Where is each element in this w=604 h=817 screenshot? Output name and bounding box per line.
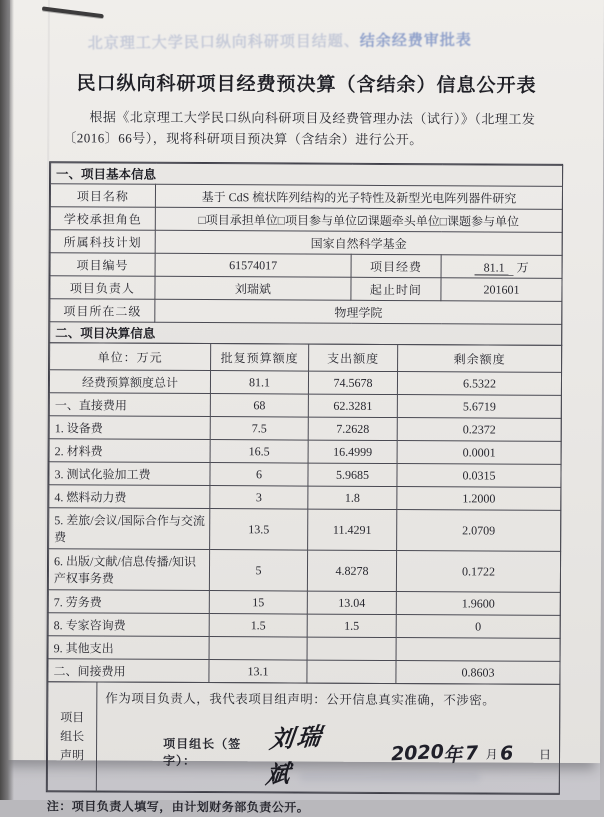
table-row-equipment [49,416,561,442]
basic-info-table [49,162,563,346]
declaration-row [47,682,560,794]
bleed-through-strong: 结余经费审批表 [359,32,472,50]
table-row-materials [49,439,561,465]
section-title-basic-info: 一、项目基本信息 [51,163,563,187]
remaining-cell [396,638,560,662]
day-suffix-label: 日 [538,747,552,762]
table-row-other [48,636,560,662]
school-role-label: 学校承担角色 [50,207,155,231]
project-no-label: 项目编号 [50,253,155,277]
budget-cell: 15 [209,591,307,615]
form-table [46,161,563,795]
handwritten-day: 6 [499,742,514,765]
spent-cell: 1.8 [308,486,397,509]
settlement-table [47,342,562,685]
table-row-publication [48,549,560,593]
funding-amount: 81.1 [475,260,514,275]
declaration-label: 项目 组长 声明 [47,682,97,791]
row-school-role [50,207,562,233]
department-label: 项目所在二级 [50,299,155,323]
signature-label: 项目组长（签字）： [162,736,242,768]
table-row-labor [48,590,560,616]
remaining-cell: 6.5322 [397,372,561,396]
department-value: 物理学院 [155,299,562,324]
spent-cell: 5.9685 [308,463,397,486]
month-suffix-label: 月 [485,747,498,762]
leader-value: 刘瑞斌 [155,276,351,300]
footnote: 注：项目负责人填写，由计划财务部负责公开。 [46,799,310,815]
budget-cell: 13.1 [209,660,307,684]
spent-cell: 13.04 [307,591,396,614]
spent-cell: 1.5 [307,614,396,637]
bleed-through-text [88,28,588,53]
settlement-header-row [50,343,562,373]
pen-stroke-mark [42,6,104,18]
bleed-through-light: 北京理工大学民口纵向科研项目结题、 [87,33,360,52]
leader-label: 项目负责人 [50,276,155,300]
project-name-label: 项目名称 [50,184,155,208]
item-cell: 9. 其他支出 [48,636,209,660]
table-row-direct-costs [49,393,561,419]
school-role-checkboxes: □项目承担单位□项目参与单位☑课题牵头单位□课题参与单位 [155,207,562,232]
handwritten-month: 7 [464,742,479,765]
declaration-table [47,681,561,794]
column-header-remaining: 剩余额度 [398,345,562,373]
section-title-settlement: 二、项目决算信息 [50,322,562,346]
row-project-no [50,253,562,279]
program-label: 所属科技计划 [50,230,155,254]
funding-value [441,255,562,279]
item-cell: 1. 设备费 [49,416,210,440]
page-left-shadow [0,0,14,800]
item-cell: 一、直接费用 [49,393,210,417]
period-label: 起止时间 [351,277,441,300]
remaining-cell: 0 [396,615,560,639]
form-title: 民口纵向科研项目经费预决算（含结余）信息公开表 [76,73,537,97]
program-value: 国家自然科学基金 [155,230,562,255]
intro-paragraph: 根据《北京理工大学民口纵向科研项目及经费管理办法（试行）》（北理工发〔2016〕66号），现将科研项目预决算（含结余）进行公开。 [63,109,536,148]
budget-cell: 16.5 [210,440,308,464]
item-cell: 6. 出版/文献/信息传播/知识产权事务费 [48,549,209,591]
declaration-statement: 作为项目负责人，我代表项目组声明：公开信息真实准确，不涉密。 [105,691,496,708]
budget-cell: 6 [210,463,308,487]
row-department [50,299,562,325]
budget-cell: 1.5 [209,614,307,638]
budget-cell: 3 [210,486,308,510]
item-cell: 2. 材料费 [49,439,210,463]
item-cell: 二、间接费用 [48,659,209,683]
remaining-cell: 0.1722 [396,551,560,593]
spent-cell [307,637,396,660]
budget-cell: 81.1 [210,371,308,395]
table-row-consulting [48,613,560,639]
remaining-cell: 0.0001 [397,441,561,465]
table-row-total [49,370,561,396]
section-header-basic-info [51,163,563,187]
remaining-cell: 2.0709 [397,510,561,552]
remaining-cell: 1.9600 [396,592,560,616]
item-cell: 8. 专家咨询费 [48,613,209,637]
project-name-value: 基于 CdS 梳状阵列结构的光子特性及新型光电阵列器件研究 [155,184,562,209]
item-cell: 7. 劳务费 [48,590,209,614]
item-cell: 3. 测试化验加工费 [49,462,210,486]
spent-cell: 62.3281 [308,394,397,417]
column-header-budget: 批复预算额度 [211,344,309,372]
remaining-cell: 5.6719 [397,395,561,419]
table-row-indirect-costs [48,659,560,685]
spent-cell: 4.8278 [307,550,396,591]
spent-cell: 74.5678 [308,371,397,394]
handwritten-signature: 刘瑞斌 [264,722,325,790]
row-leader [50,276,562,302]
funding-unit: 万 [516,260,529,275]
item-cell: 经费预算额度总计 [49,370,210,394]
signature-row [105,717,551,789]
declaration-content [96,682,560,793]
remaining-cell: 1.2000 [397,487,561,511]
budget-cell: 5 [209,550,307,592]
remaining-cell: 0.2372 [397,418,561,442]
paper-sheet [6,0,604,815]
budget-cell [209,637,307,661]
handwritten-year-suffix: 年 [443,743,464,767]
row-program [50,230,562,256]
item-cell: 4. 燃料动力费 [49,485,210,509]
table-row-testing [49,462,561,488]
spent-cell: 7.2628 [308,417,397,440]
handwritten-year: 2020 [390,740,445,766]
remaining-cell: 0.0315 [397,464,561,488]
unit-header: 单位：万元 [50,343,211,371]
budget-cell: 68 [210,394,308,418]
spent-cell [307,660,396,683]
table-row-travel [49,508,561,552]
row-project-name [50,184,562,210]
item-cell: 5. 差旅/会议/国际合作与交流费 [49,508,210,550]
spent-cell: 16.4999 [308,440,397,463]
table-row-fuel-power [49,485,561,511]
budget-cell: 7.5 [210,417,308,441]
remaining-cell: 0.8603 [396,661,560,685]
column-header-spent: 支出额度 [309,344,398,371]
period-value: 201601 [441,278,562,302]
project-no-value: 61574017 [155,253,351,277]
spent-cell: 11.4291 [308,509,397,550]
budget-cell: 13.5 [210,509,308,551]
funding-label: 项目经费 [351,254,441,277]
